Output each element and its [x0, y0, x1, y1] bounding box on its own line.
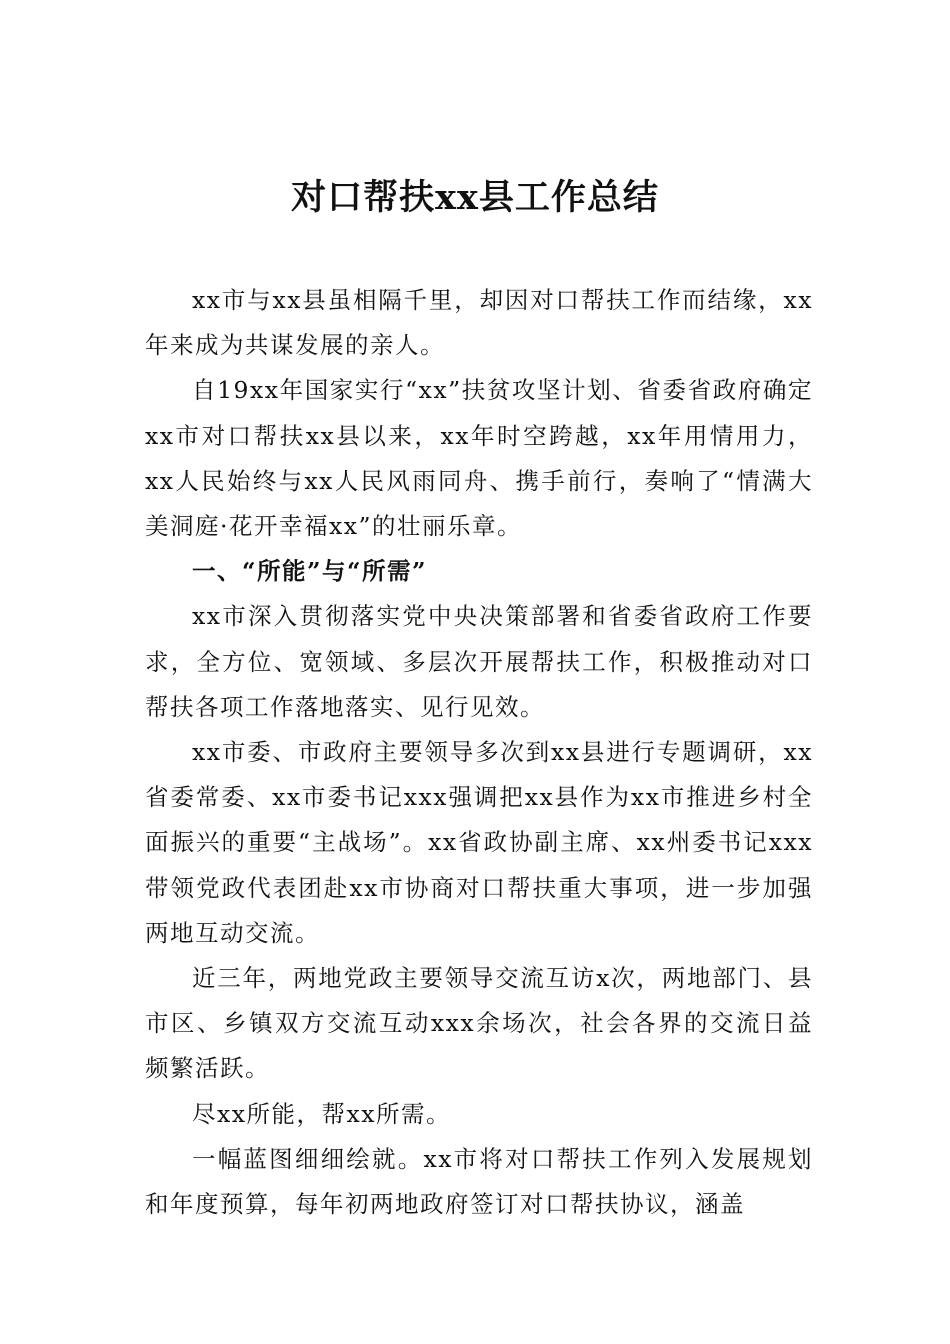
document-title: 对口帮扶xx县工作总结 [291, 177, 659, 218]
section1-paragraph-1: xx市深入贯彻落实党中央决策部署和省委省政府工作要求，全方位、宽领域、多层次开展帮扶工作，积极推动对口帮扶各项工作落地落实、见行见效。 [145, 602, 813, 721]
section1-paragraph-5: 一幅蓝图细细绘就。xx市将对口帮扶工作列入发展规划和年度预算，每年初两地政府签订对口帮扶协议，涵盖 [145, 1144, 813, 1219]
section1-paragraph-2: xx市委、市政府主要领导多次到xx县进行专题调研，xx省委常委、xx市委书记xxx强调把xx县作为xx市推进乡村全面振兴的重要“主战场”。xx省政协副主席、xx州委书记xxx带领党政代表团赴xx市协商对口帮扶重大事项，进一步加强两地互动交流。 [145, 738, 813, 947]
section-heading-1: 一、“所能”与“所需” [192, 557, 428, 586]
section1-paragraph-3: 近三年，两地党政主要领导交流互访x次，两地部门、县市区、乡镇双方交流互动xxx余场次，社会各界的交流日益频繁活跃。 [145, 964, 813, 1083]
document-body [145, 278, 813, 1227]
paragraph-intro-1: xx市与xx县虽相隔千里，却因对口帮扶工作而结缘，xx年来成为共谋发展的亲人。 [145, 286, 813, 360]
section1-paragraph-4: 尽xx所能，帮xx所需。 [192, 1099, 452, 1128]
paragraph-intro-2: 自19xx年国家实行“xx”扶贫攻坚计划、省委省政府确定xx市对口帮扶xx县以来，xx年时空跨越，xx年用情用力，xx人民始终与xx人民风雨同舟、携手前行，奏响了“情满大美洞庭·花开幸福xx”的壮丽乐章。 [145, 376, 813, 541]
